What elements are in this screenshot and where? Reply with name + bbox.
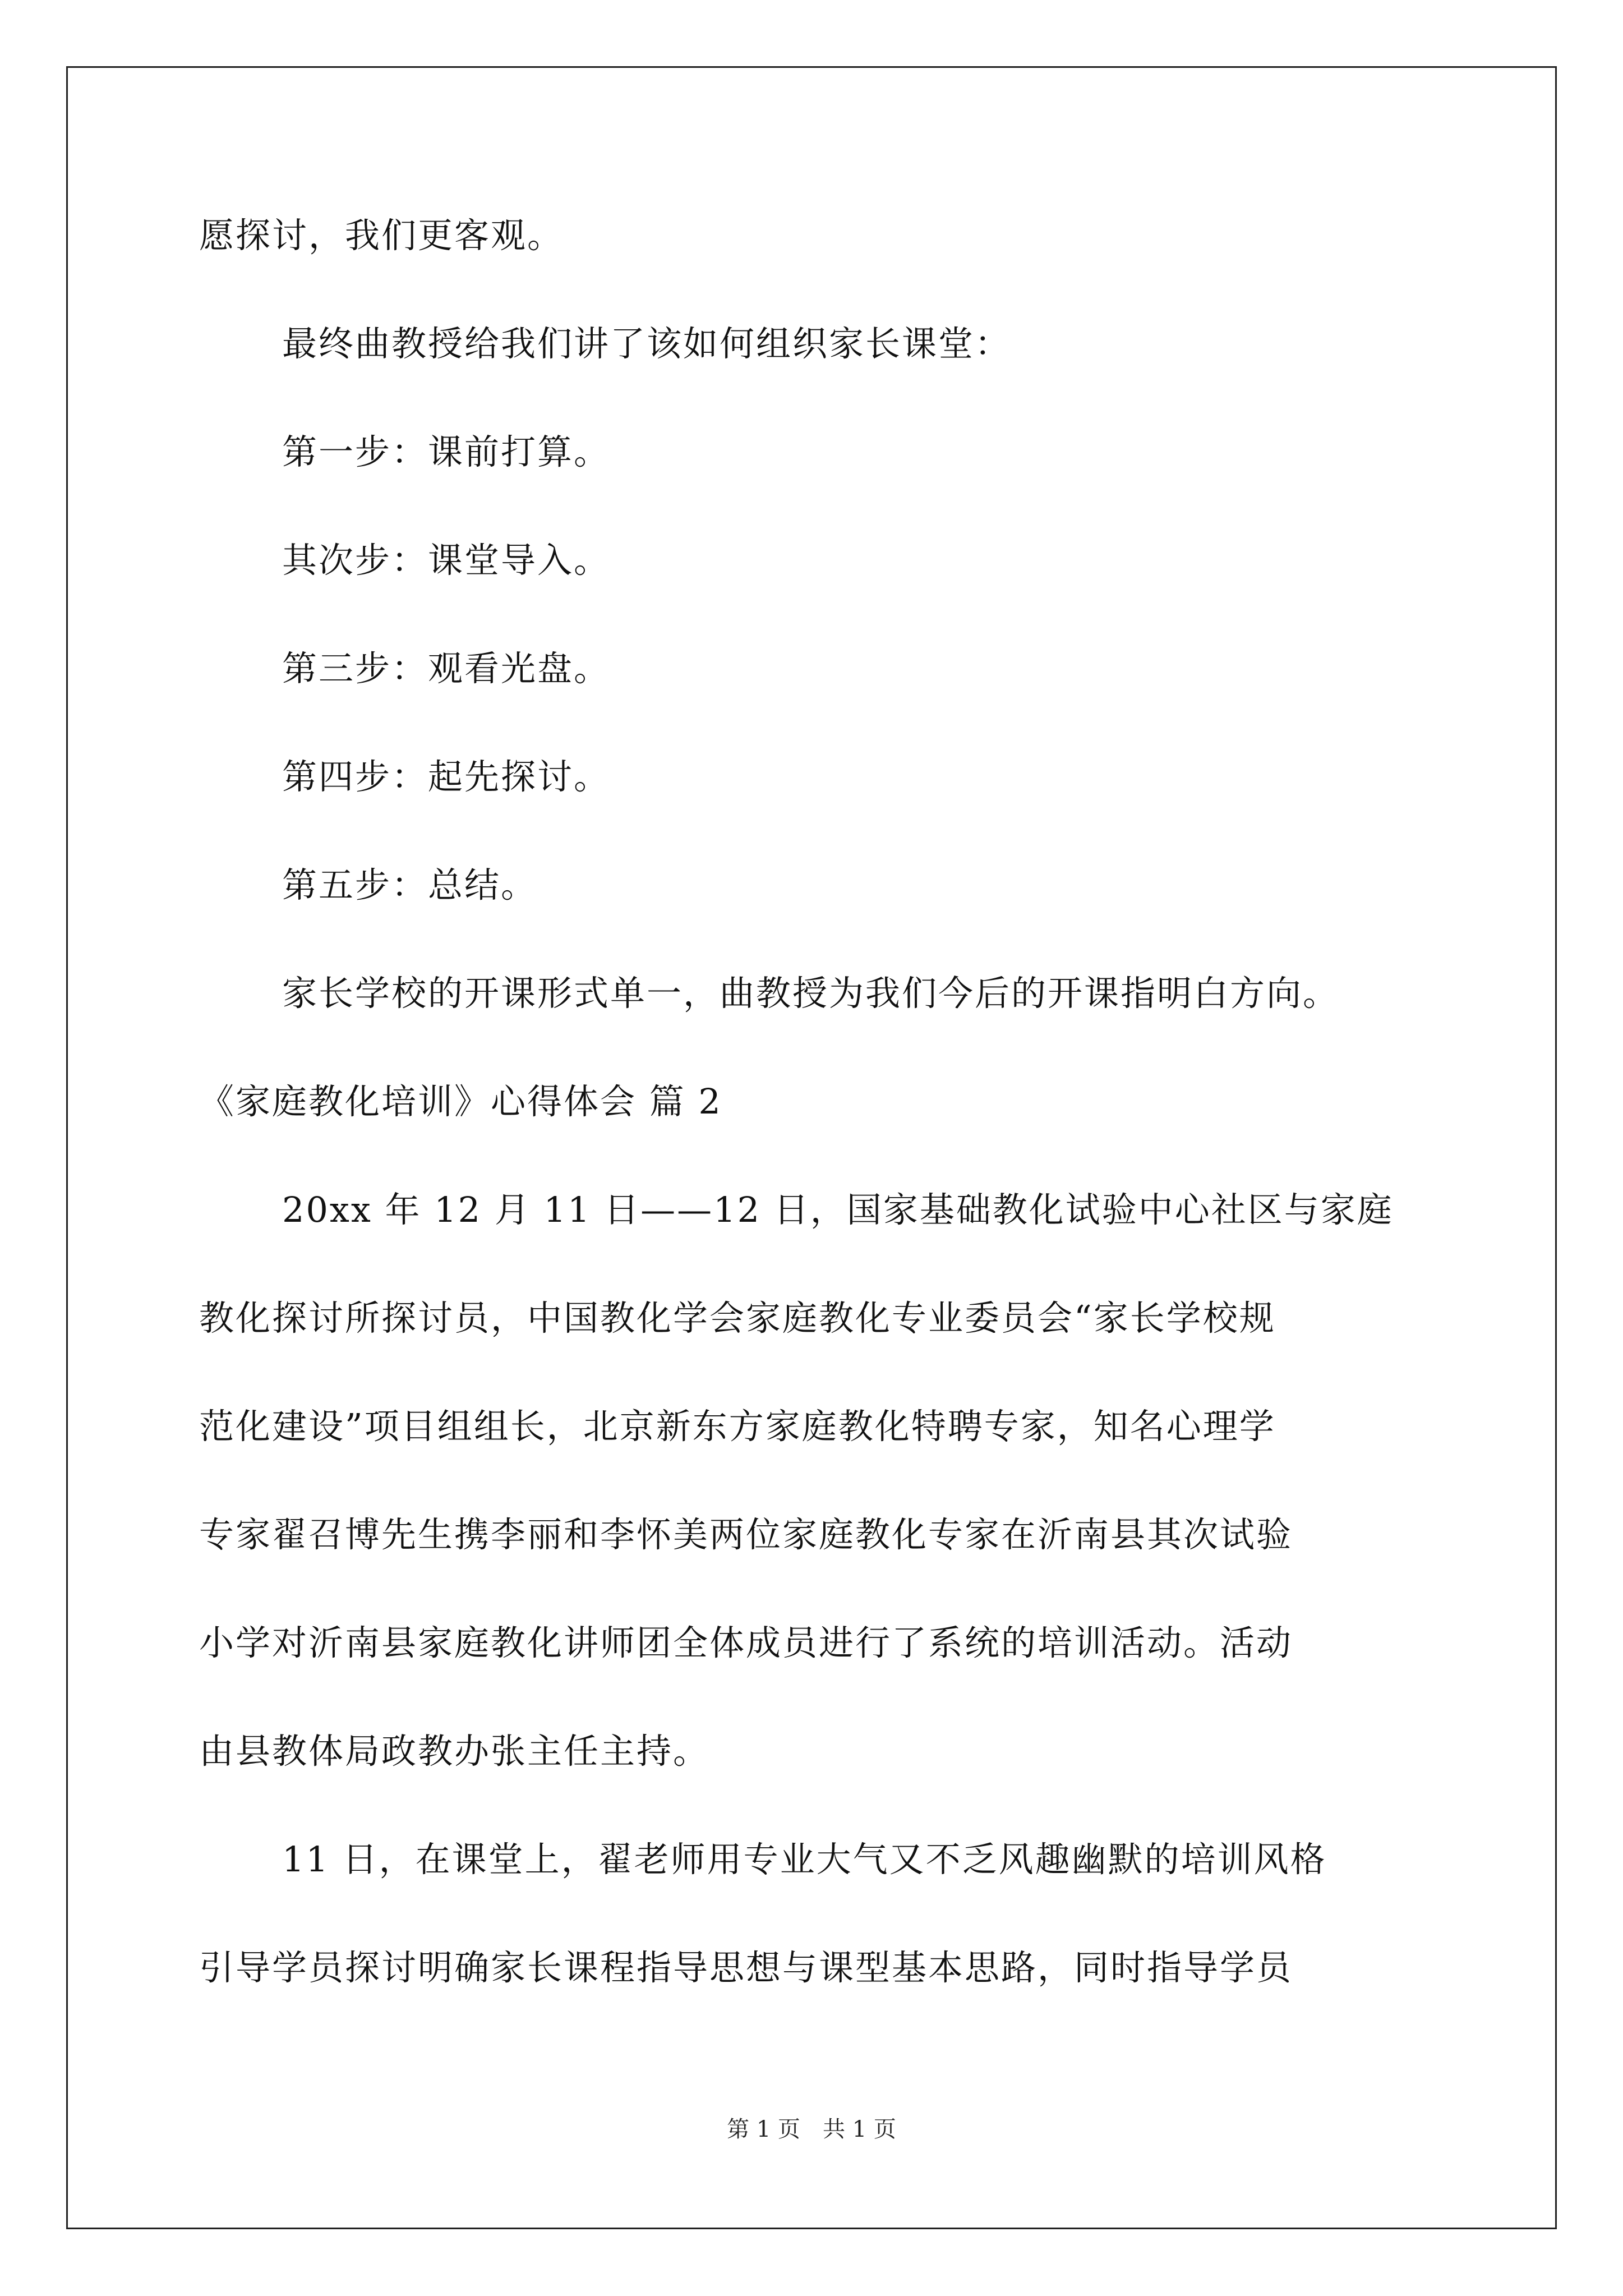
paragraph-line: 范化建设”项目组组长，北京新东方家庭教化特聘专家，知名心理学 bbox=[199, 1406, 1276, 1447]
paragraph-line: 家长学校的开课形式单一，曲教授为我们今后的开课指明白方向。 bbox=[282, 973, 1340, 1014]
page-border bbox=[66, 66, 1557, 2229]
paragraph-line: 11 日，在课堂上，翟老师用专业大气又不乏风趣幽默的培训风格 bbox=[282, 1839, 1327, 1880]
paragraph-line: 小学对沂南县家庭教化讲师团全体成员进行了系统的培训活动。活动 bbox=[199, 1622, 1293, 1663]
paragraph-line: 教化探讨所探讨员，中国教化学会家庭教化专业委员会“家长学校规 bbox=[199, 1297, 1276, 1338]
paragraph-line: 引导学员探讨明确家长课程指导思想与课型基本思路，同时指导学员 bbox=[199, 1947, 1293, 1988]
paragraph-line: 最终曲教授给我们讲了该如何组织家长课堂： bbox=[282, 323, 1012, 364]
step-line: 第一步：课前打算。 bbox=[282, 431, 611, 472]
step-line: 其次步：课堂导入。 bbox=[282, 540, 611, 581]
paragraph-line: 由县教体局政教办张主任主持。 bbox=[199, 1731, 710, 1772]
paragraph-line: 愿探讨，我们更客观。 bbox=[199, 215, 564, 256]
page-number-footer: 第 1 页 共 1 页 bbox=[727, 2116, 896, 2142]
paragraph-line: 20xx 年 12 月 11 日——12 日，国家基础教化试验中心社区与家庭 bbox=[282, 1189, 1394, 1230]
paragraph-line: 专家翟召博先生携李丽和李怀美两位家庭教化专家在沂南县其次试验 bbox=[199, 1514, 1293, 1555]
step-line: 第五步：总结。 bbox=[282, 864, 538, 905]
step-line: 第四步：起先探讨。 bbox=[282, 756, 611, 797]
section-heading: 《家庭教化培训》心得体会 篇 2 bbox=[199, 1081, 722, 1122]
step-line: 第三步：观看光盘。 bbox=[282, 648, 611, 689]
